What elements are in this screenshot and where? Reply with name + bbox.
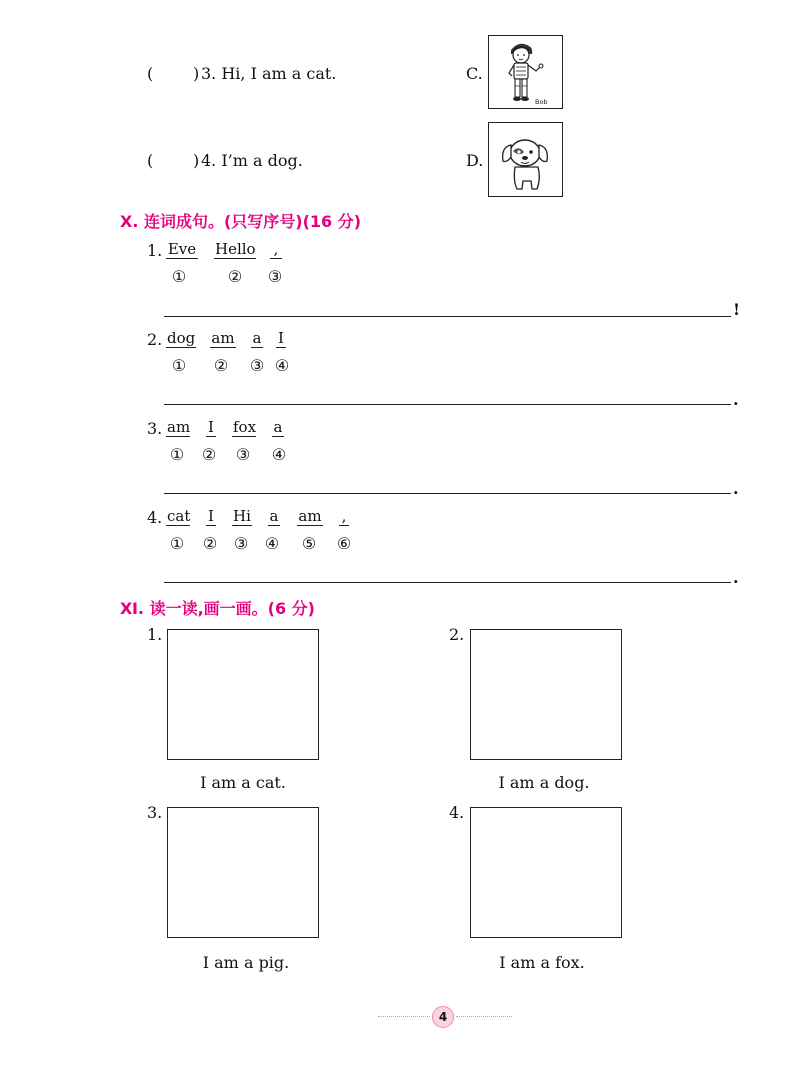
order-mark: ① xyxy=(169,445,185,464)
word-token: a xyxy=(269,507,279,525)
order-mark: ③ xyxy=(249,356,265,375)
drawing-caption: I am a cat. xyxy=(200,773,286,792)
footer-dots-left xyxy=(378,1016,430,1017)
answer-line[interactable] xyxy=(164,582,731,583)
question-number: 3. xyxy=(147,419,163,438)
order-mark: ④ xyxy=(274,356,290,375)
order-mark: ① xyxy=(169,534,185,553)
word-token: Eve xyxy=(167,240,197,258)
answer-line[interactable] xyxy=(164,404,731,405)
section-11-heading: Ⅺ. 读一读,画一画。(6 分) xyxy=(120,599,315,618)
word-token: Hello xyxy=(215,240,256,258)
end-punctuation: . xyxy=(733,390,739,409)
question-number: 1. xyxy=(147,625,163,644)
answer-paren-close: ) xyxy=(193,64,200,83)
answer-paren-open: ( xyxy=(147,151,154,170)
order-mark: ③ xyxy=(233,534,249,553)
order-mark: ④ xyxy=(271,445,287,464)
word-token: am xyxy=(211,329,235,347)
order-mark: ② xyxy=(213,356,229,375)
answer-paren-close: ) xyxy=(193,151,200,170)
question-number: 4. xyxy=(449,803,465,822)
order-mark: ④ xyxy=(264,534,280,553)
order-mark: ② xyxy=(227,267,243,286)
word-token: Hi xyxy=(233,507,251,525)
picture-c-name-label: Bob xyxy=(535,98,548,106)
word-token: I xyxy=(206,508,216,526)
order-mark: ② xyxy=(202,534,218,553)
order-mark: ③ xyxy=(267,267,283,286)
matching-letter: C. xyxy=(466,64,483,83)
boy-illustration xyxy=(489,36,562,108)
word-token: dog xyxy=(167,329,196,347)
matching-sentence: 3. Hi, I am a cat. xyxy=(201,64,337,83)
order-mark: ⑥ xyxy=(336,534,352,553)
word-token: a xyxy=(252,329,262,347)
question-number: 2. xyxy=(147,330,163,349)
answer-line[interactable] xyxy=(164,316,731,317)
drawing-box[interactable] xyxy=(167,629,319,760)
end-punctuation: . xyxy=(733,568,739,587)
section-10-heading: Ⅹ. 连词成句。(只写序号)(16 分) xyxy=(120,212,362,231)
answer-line[interactable] xyxy=(164,493,731,494)
order-mark: ③ xyxy=(235,445,251,464)
order-mark: ⑤ xyxy=(301,534,317,553)
question-number: 3. xyxy=(147,803,163,822)
picture-d-dog xyxy=(488,122,563,197)
matching-letter: D. xyxy=(466,151,484,170)
end-punctuation: . xyxy=(733,479,739,498)
question-number: 2. xyxy=(449,625,465,644)
word-token: I xyxy=(276,330,286,348)
drawing-box[interactable] xyxy=(470,629,622,760)
matching-sentence: 4. I’m a dog. xyxy=(201,151,303,170)
picture-c-boy xyxy=(488,35,563,109)
question-number: 4. xyxy=(147,508,163,527)
order-mark: ① xyxy=(171,356,187,375)
end-punctuation: ! xyxy=(733,300,741,319)
drawing-caption: I am a fox. xyxy=(499,953,585,972)
word-token: I xyxy=(206,419,216,437)
order-mark: ② xyxy=(201,445,217,464)
word-token: am xyxy=(298,507,322,525)
word-token: am xyxy=(167,418,191,436)
word-token: fox xyxy=(233,418,257,436)
question-number: 1. xyxy=(147,241,163,260)
word-token: a xyxy=(273,418,283,436)
footer-dots-right xyxy=(456,1016,512,1017)
drawing-box[interactable] xyxy=(167,807,319,938)
page-number-badge: 4 xyxy=(432,1006,454,1028)
word-token: cat xyxy=(167,507,191,525)
answer-paren-open: ( xyxy=(147,64,154,83)
order-mark: ① xyxy=(171,267,187,286)
dog-illustration xyxy=(489,123,562,196)
drawing-box[interactable] xyxy=(470,807,622,938)
drawing-caption: I am a dog. xyxy=(498,773,590,792)
drawing-caption: I am a pig. xyxy=(202,953,290,972)
word-token: , xyxy=(339,508,349,526)
word-token: , xyxy=(270,241,282,259)
